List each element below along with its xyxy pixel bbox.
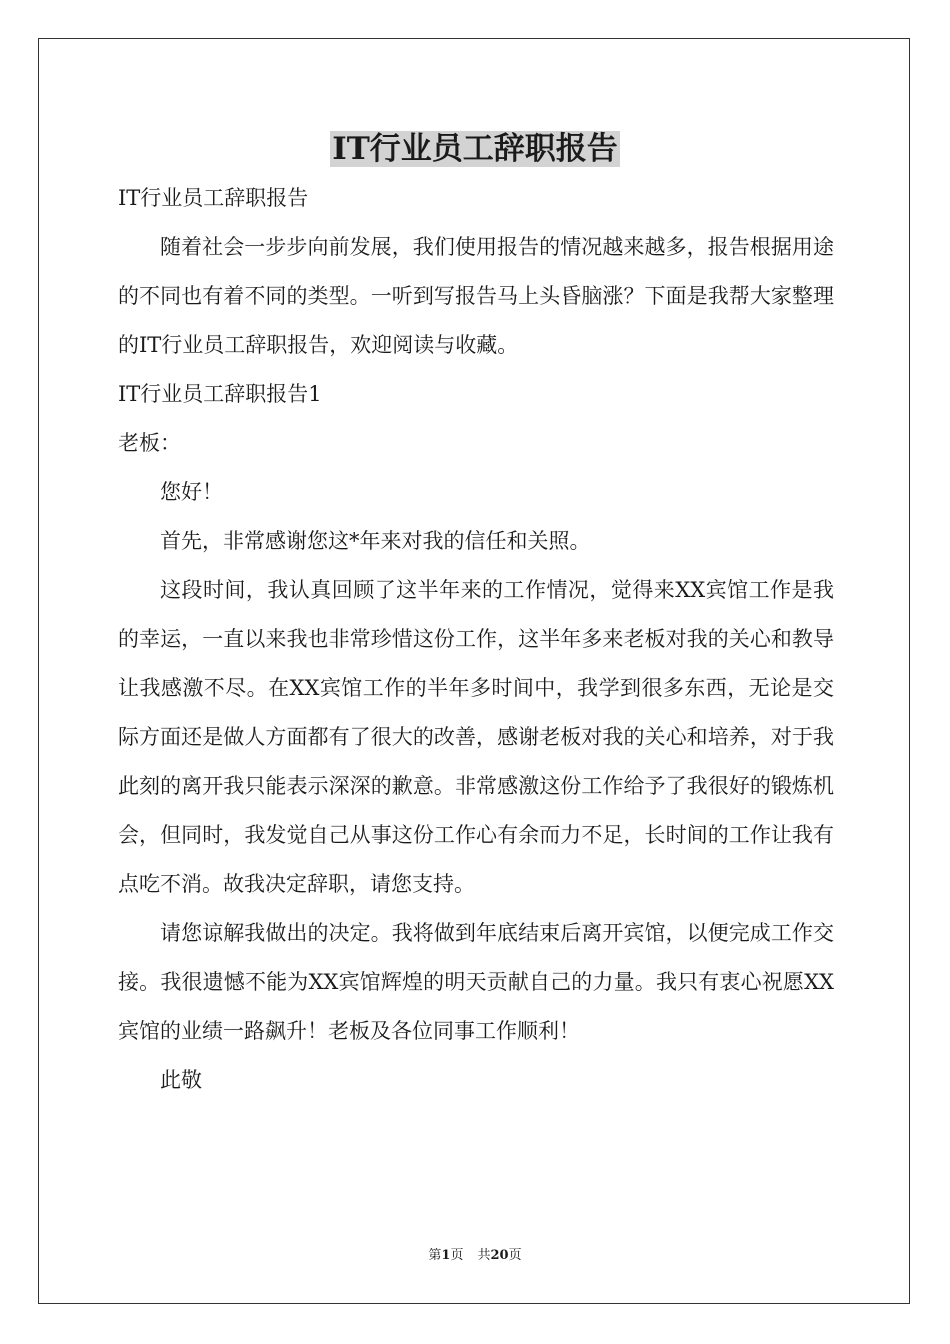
document-title [0, 128, 950, 170]
body-paragraph: 这段时间，我认真回顾了这半年来的工作情况，觉得来XX宾馆工作是我的幸运，一直以来我也非常珍惜这份工作，这半年多来老板对我的关心和教导让我感激不尽。在XX宾馆工作的半年多时间中，我学到很多东西，无论是交际方面还是做人方面都有了很大的改善，感谢老板对我的关心和培养，对于我此刻的离开我只能表示深深的歉意。非常感激这份工作给予了我很好的锻炼机会，但同时，我发觉自己从事这份工作心有余而力不足，长时间的工作让我有点吃不消。故我决定辞职，请您支持。 [118, 578, 834, 896]
body-paragraph: 首先，非常感谢您这*年来对我的信任和关照。 [160, 529, 591, 553]
document-body [118, 174, 834, 1105]
page-total: 20 [490, 1248, 509, 1263]
page-footer [0, 1247, 950, 1265]
intro-paragraph: 随着社会一步步向前发展，我们使用报告的情况越来越多，报告根据用途的不同也有着不同的类型。一听到写报告马上头昏脑涨？下面是我帮大家整理的IT行业员工辞职报告，欢迎阅读与收藏。 [118, 235, 834, 357]
closing: 此敬 [160, 1068, 202, 1092]
section-heading: IT行业员工辞职报告1 [118, 382, 322, 406]
total-unit: 页 [508, 1248, 522, 1263]
page-unit: 页 [450, 1248, 464, 1263]
body-paragraph: 请您谅解我做出的决定。我将做到年底结束后离开宾馆，以便完成工作交接。我很遗憾不能为XX宾馆辉煌的明天贡献自己的力量。我只有衷心祝愿XX宾馆的业绩一路飙升！老板及各位同事工作顺利！ [118, 921, 834, 1043]
document-subtitle: IT行业员工辞职报告 [118, 186, 309, 210]
total-prefix: 共 [477, 1248, 491, 1263]
salutation: 老板： [118, 431, 181, 455]
greeting: 您好！ [160, 480, 223, 504]
document-title-text: IT行业员工辞职报告 [332, 131, 618, 167]
page-prefix: 第 [428, 1248, 442, 1263]
page-current: 1 [441, 1248, 451, 1263]
